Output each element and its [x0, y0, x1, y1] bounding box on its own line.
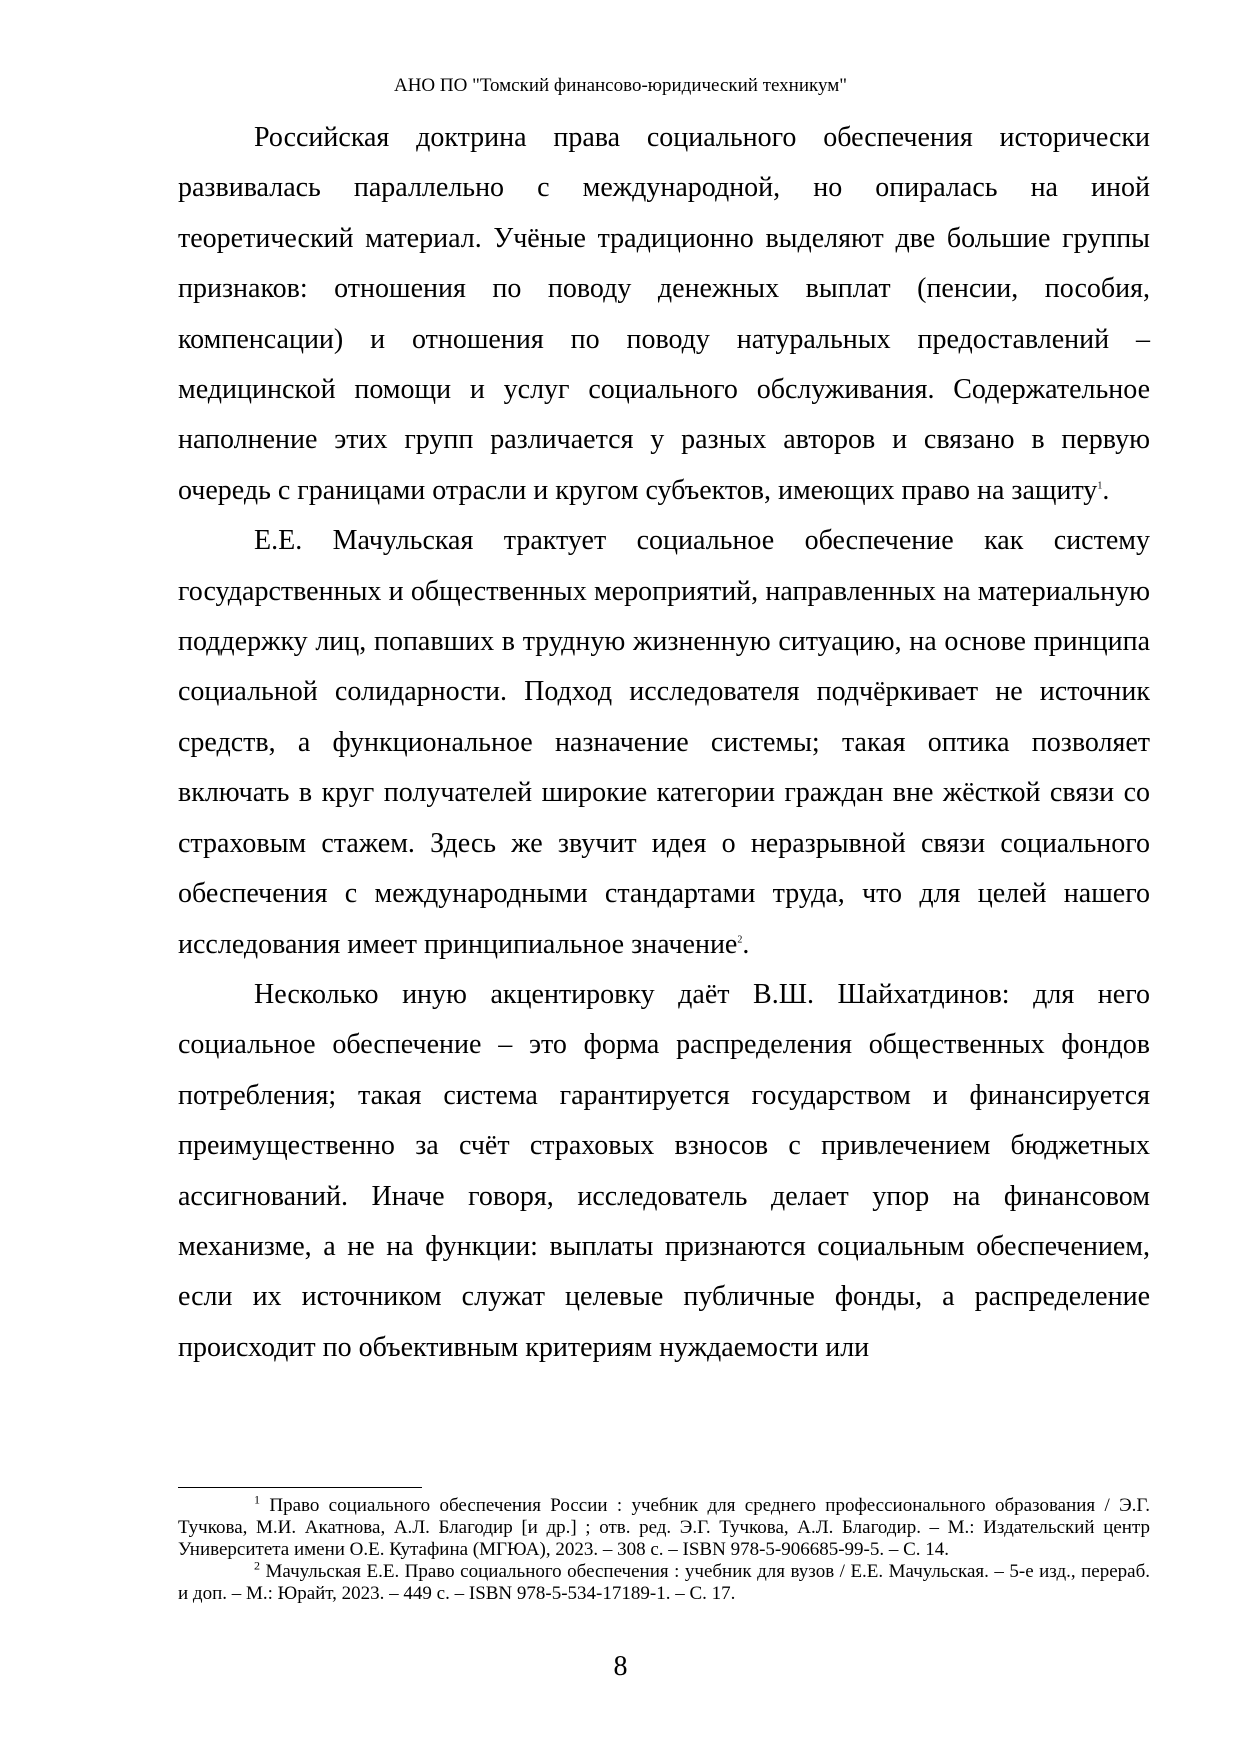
footnote-item	[178, 1492, 1150, 1561]
footnote-item	[178, 1558, 1150, 1605]
paragraph-tail: .	[1102, 474, 1110, 506]
paragraph-doctrine	[178, 113, 1150, 516]
footnotes	[178, 1492, 1150, 1605]
footnote-ref[interactable]: 2	[737, 934, 743, 946]
footnote-text: Мачульская Е.Е. Право социального обеспечения : учебник для вузов / Е.Е. Мачульская. – 5-е изд., перераб. и доп. – М.: Юрайт, 2023. – 449 с. – ISBN 978-5-534-17189-1. – С. 17.	[178, 1561, 1150, 1604]
body-text	[178, 113, 1150, 1373]
footnote-text: Право социального обеспечения России : учебник для среднего профессионального образования / Э.Г. Тучкова, М.И. Акатнова, А.Л. Благодир [и др.] ; отв. ред. Э.Г. Тучкова, А.Л. Благодир. – М.: Издательский центр Университета имени О.Е. Кутафина (МГЮА), 2023. – 308 с. – ISBN 978-5-906685-99-5. – С. 14.	[178, 1495, 1150, 1560]
page-number: 8	[613, 1651, 628, 1682]
footnote-number: 1	[254, 1492, 260, 1507]
page-header: АНО ПО "Томский финансово-юридический техникум"	[393, 75, 848, 96]
footnote-ref[interactable]: 1	[1097, 480, 1103, 492]
footnote-number: 2	[254, 1558, 260, 1573]
footnote-separator	[178, 1487, 422, 1488]
paragraph-machulskaya	[178, 516, 1150, 970]
paragraph-tail: .	[742, 928, 750, 960]
paragraph-text: Несколько иную акцентировку даёт В.Ш. Шайхатдинов: для него социальное обеспечение – это форма распределения общественных фондов потребления; такая система гарантируется государством и финансируется преимущественно за счёт страховых взносов с привлечением бюджетных ассигнований. Иначе говоря, исследователь делает упор на финансовом механизме, а не на функции: выплаты признаются социальным обеспечением, если их источником служат целевые публичные фонды, а распределение происходит по объективным критериям нуждаемости или	[178, 978, 1150, 1363]
paragraph-text: Е.Е. Мачульская трактует социальное обеспечение как систему государственных и общественных мероприятий, направленных на материальную поддержку лиц, попавших в трудную жизненную ситуацию, на основе принципа социальной солидарности. Подход исследователя подчёркивает не источник средств, а функциональное назначение системы; такая оптика позволяет включать в круг получателей широкие категории граждан вне жёсткой связи со страховым стажем. Здесь же звучит идея о неразрывной связи социального обеспечения с международными стандартами труда, что для целей нашего исследования имеет принципиальное значение	[178, 525, 1150, 960]
paragraph-text: Российская доктрина права социального обеспечения исторически развивалась параллельно с международной, но опиралась на иной теоретический материал. Учёные традиционно выделяют две большие группы признаков: отношения по поводу денежных выплат (пенсии, пособия, компенсации) и отношения по поводу натуральных предоставлений – медицинской помощи и услуг социального обслуживания. Содержательное наполнение этих групп различается у разных авторов и связано в первую очередь с границами отрасли и кругом субъектов, имеющих право на защиту	[178, 122, 1150, 506]
paragraph-shaikhatdinov	[178, 970, 1150, 1373]
